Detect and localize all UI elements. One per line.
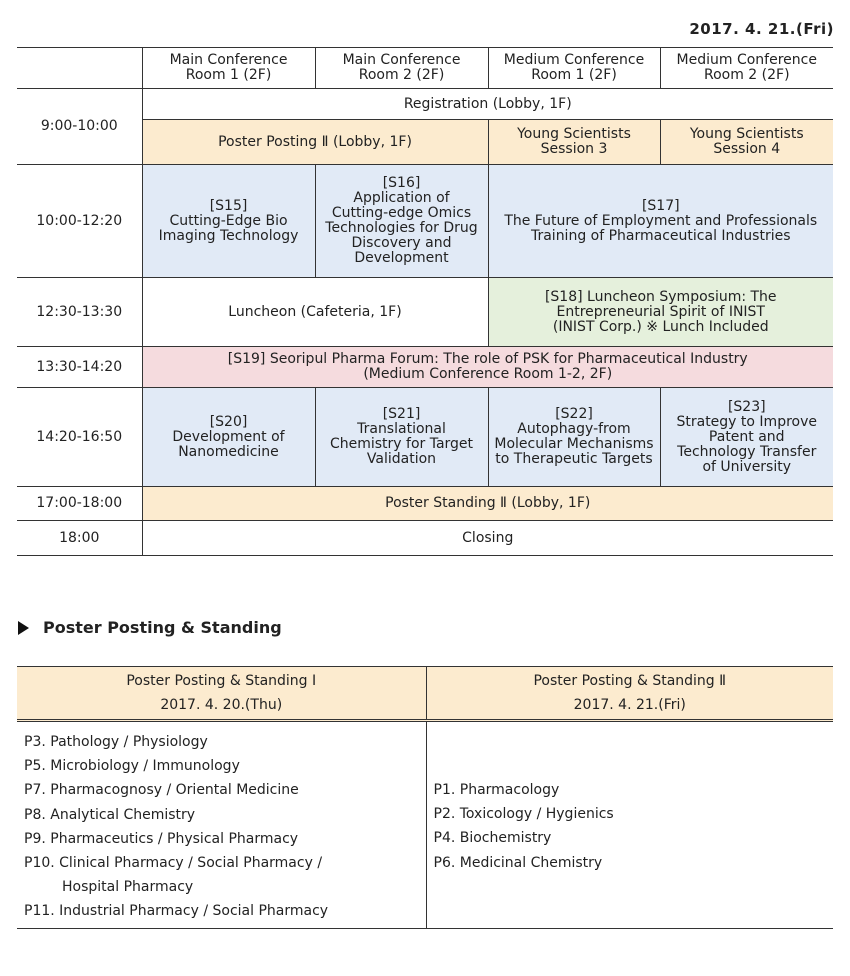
- schedule-row: [17, 278, 833, 347]
- session-s17: [S17] The Future of Employment and Professionals Training of Pharmaceutical Industries: [488, 165, 833, 278]
- list-item: P11. Industrial Pharmacy / Social Pharmacy: [24, 903, 329, 920]
- schedule-date: 2017. 4. 21.(Fri): [689, 20, 834, 38]
- poster-session-list-2: [427, 778, 834, 875]
- schedule-row: [17, 89, 833, 120]
- time-slot: 14:20-16:50: [17, 388, 142, 487]
- registration-cell: Registration (Lobby, 1F): [142, 89, 833, 120]
- session-s21: [S21] Translational Chemistry for Target Validation: [315, 388, 488, 487]
- schedule-row: [17, 165, 833, 278]
- list-item: P1. Pharmacology: [433, 782, 560, 798]
- poster-posting-cell: Poster Posting Ⅱ (Lobby, 1F): [142, 120, 488, 165]
- list-item: P2. Toxicology / Hygienics: [433, 806, 614, 823]
- poster-col1-header: [17, 667, 426, 721]
- young-scientists-4-cell: Young Scientists Session 4: [660, 120, 833, 165]
- list-item: P10. Clinical Pharmacy / Social Pharmacy /: [24, 855, 323, 872]
- poster-standing-cell: Poster Standing Ⅱ (Lobby, 1F): [142, 487, 833, 521]
- list-item: Hospital Pharmacy: [62, 879, 194, 896]
- session-s23: [S23] Strategy to Improve Patent and Technology Transfer of University: [660, 388, 833, 487]
- closing-cell: Closing: [142, 521, 833, 556]
- list-item: P8. Analytical Chemistry: [24, 806, 196, 823]
- schedule-row: [17, 388, 833, 487]
- poster-col2-date: 2017. 4. 21.(Fri): [573, 697, 686, 713]
- session-s18: [S18] Luncheon Symposium: The Entrepreneurial Spirit of INIST (INIST Corp.) ※ Lunch Included: [488, 278, 833, 347]
- time-slot: 17:00-18:00: [17, 487, 142, 521]
- triangle-bullet-icon: [18, 621, 29, 635]
- room-header-medium-1: Medium Conference Room 1 (2F): [488, 48, 660, 89]
- room-header-medium-2: Medium Conference Room 2 (2F): [660, 48, 833, 89]
- list-item: P5. Microbiology / Immunology: [24, 758, 240, 775]
- room-header-main-2: Main Conference Room 2 (2F): [315, 48, 488, 89]
- header-time-cell: [17, 48, 142, 89]
- luncheon-cell: Luncheon (Cafeteria, 1F): [142, 278, 488, 347]
- session-s16: [S16] Application of Cutting-edge Omics Technologies for Drug Discovery and Development: [315, 165, 488, 278]
- list-item: P6. Medicinal Chemistry: [433, 854, 603, 871]
- time-slot: 9:00-10:00: [17, 89, 142, 165]
- list-item: P3. Pathology / Physiology: [24, 734, 208, 750]
- schedule-row: [17, 347, 833, 388]
- session-s22: [S22] Autophagy-from Molecular Mechanisms to Therapeutic Targets: [488, 388, 660, 487]
- list-item: P4. Biochemistry: [433, 830, 552, 847]
- poster-col1-date: 2017. 4. 20.(Thu): [160, 697, 283, 713]
- poster-table: [17, 666, 833, 929]
- schedule-row: [17, 521, 833, 556]
- session-s19: [S19] Seoripul Pharma Forum: The role of PSK for Pharmaceutical Industry (Medium Conference Room 1-2, 2F): [142, 347, 833, 388]
- time-slot: 18:00: [17, 521, 142, 556]
- poster-col1-title: Poster Posting & Standing Ⅰ: [126, 673, 317, 689]
- room-header-main-1: Main Conference Room 1 (2F): [142, 48, 315, 89]
- time-slot: 13:30-14:20: [17, 347, 142, 388]
- poster-col2-title: Poster Posting & Standing Ⅱ: [533, 673, 727, 689]
- poster-session-list-1: [17, 730, 426, 924]
- session-s15: [S15] Cutting-Edge Bio Imaging Technology: [142, 165, 315, 278]
- header-row: [17, 48, 833, 89]
- schedule-row: [17, 487, 833, 521]
- schedule-table: [17, 47, 833, 556]
- poster-col2-body: [426, 721, 833, 929]
- section-title: Poster Posting & Standing: [43, 618, 282, 637]
- section-heading: [18, 618, 282, 637]
- young-scientists-3-cell: Young Scientists Session 3: [488, 120, 660, 165]
- poster-col1-body: [17, 721, 426, 929]
- poster-col2-header: [426, 667, 833, 721]
- time-slot: 10:00-12:20: [17, 165, 142, 278]
- session-s20: [S20] Development of Nanomedicine: [142, 388, 315, 487]
- list-item: P7. Pharmacognosy / Oriental Medicine: [24, 782, 299, 799]
- time-slot: 12:30-13:30: [17, 278, 142, 347]
- list-item: P9. Pharmaceutics / Physical Pharmacy: [24, 830, 299, 847]
